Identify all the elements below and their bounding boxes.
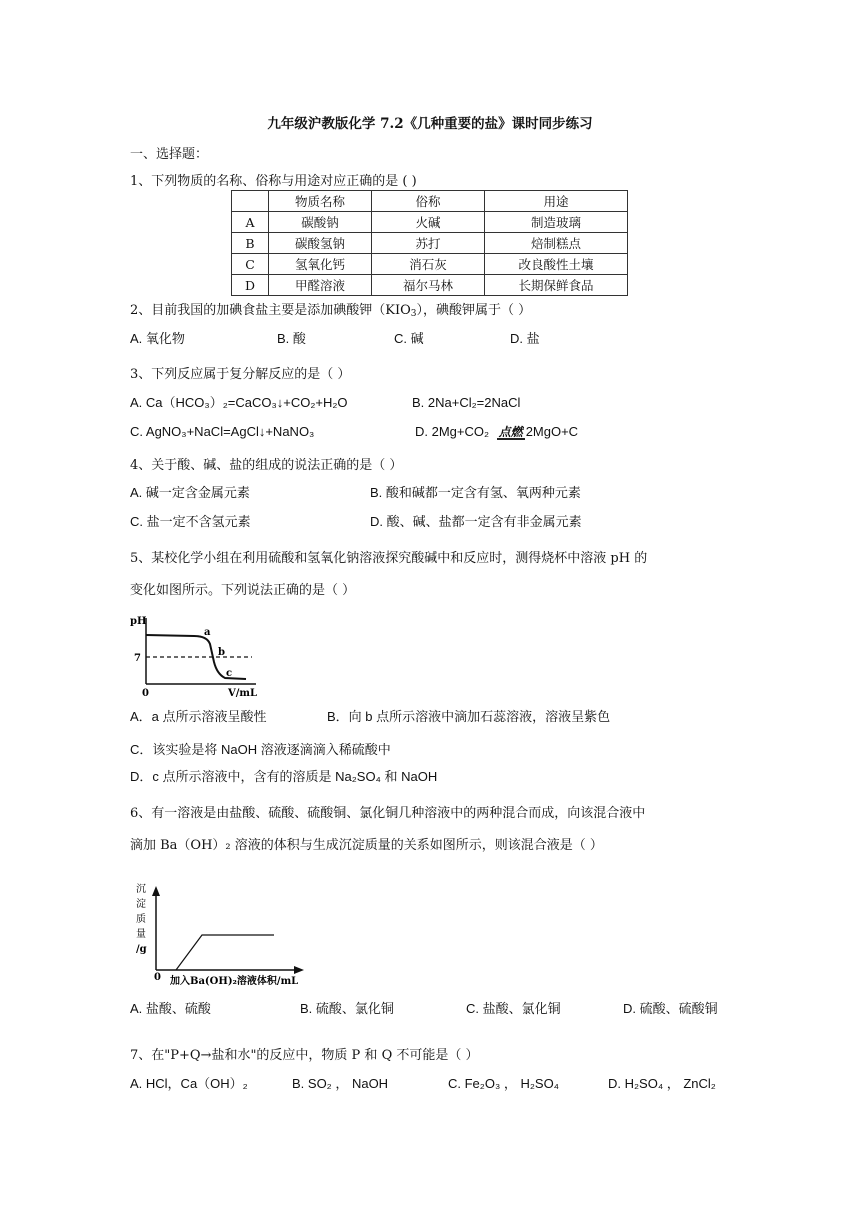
x-axis-label: V/mL (228, 688, 258, 698)
option-a: A. 盐酸、硫酸 (130, 1001, 211, 1016)
section-heading: 一、选择题： (130, 147, 209, 162)
table-cell: 碳酸氢钠 (269, 233, 372, 254)
table-cell: 氢氧化钙 (269, 254, 372, 275)
table-cell: 制造玻璃 (485, 212, 628, 233)
y-tick-7: 7 (134, 653, 141, 664)
equation-left: D. 2Mg+CO₂ (415, 424, 490, 439)
option-b: B. 2Na+Cl₂=2NaCl (412, 395, 521, 410)
y-axis-label-char: 质 (136, 914, 146, 925)
x-axis-label: 加入Ba(OH)₂溶液体积/mL (170, 976, 299, 987)
y-axis-label-char: 淀 (136, 899, 146, 910)
option-c: C. Fe₂O₃ ， H₂SO₄ (448, 1076, 559, 1091)
option-d (415, 425, 578, 440)
table-row (232, 254, 628, 275)
question-2-stem-part: 2、目前我国的加碘食盐主要是添加碘酸钾（KIO (130, 303, 411, 318)
reaction-condition: 点燃 (498, 425, 523, 439)
y-axis-label: pH (130, 616, 147, 627)
table-cell: B (232, 233, 269, 254)
point-a-label: a (204, 627, 211, 638)
option-d: D. 硫酸、硫酸铜 (623, 1001, 718, 1016)
option-c: C. AgNO₃+NaCl=AgCl↓+NaNO₃ (130, 424, 315, 439)
question-2-stem (130, 304, 531, 319)
question-5-stem-line2: 变化如图所示。下列说法正确的是（ ） (130, 583, 356, 598)
table-cell: 焙制糕点 (485, 233, 628, 254)
page-title: 九年级沪教版化学 7.2《几种重要的盐》课时同步练习 (267, 116, 593, 132)
option-d: D. 酸、碱、盐都一定含有非金属元素 (370, 514, 582, 529)
point-c-label: c (226, 668, 233, 679)
option-c: C. 盐酸、氯化铜 (466, 1001, 561, 1016)
option-c: C. 碱 (394, 331, 424, 346)
origin-label: 0 (142, 688, 149, 698)
y-axis-arrow (152, 886, 160, 896)
question-2-stem-part: ），碘酸钾属于（ ） (416, 303, 532, 318)
question-1-table (231, 190, 628, 296)
subscript: 3 (410, 309, 417, 319)
table-cell: 甲醛溶液 (269, 275, 372, 296)
table-cell (232, 191, 269, 212)
table-cell: 改良酸性土壤 (485, 254, 628, 275)
option-a: A. Ca（HCO₃）₂=CaCO₃↓+CO₂+H₂O (130, 395, 348, 410)
table-row (232, 233, 628, 254)
option-b: B. 酸 (277, 331, 306, 346)
table-cell: D (232, 275, 269, 296)
x-axis-arrow (294, 966, 304, 974)
table-cell: 碳酸钠 (269, 212, 372, 233)
ph-curve-figure (128, 612, 263, 698)
option-a: A. 氧化物 (130, 331, 185, 346)
table-cell: 苏打 (372, 233, 485, 254)
table-cell: 火碱 (372, 212, 485, 233)
table-header-row (232, 191, 628, 212)
question-6-stem-line2: 滴加 Ba（OH）₂ 溶液的体积与生成沉淀质量的关系如图所示，则该混合液是（ ） (130, 838, 603, 853)
option-c: C. 盐一定不含氢元素 (130, 514, 251, 529)
y-axis-label-char: 量 (136, 929, 146, 940)
table-cell: 长期保鲜食品 (485, 275, 628, 296)
table-cell: 俗称 (372, 191, 485, 212)
question-5-stem-line1: 5、某校化学小组在利用硫酸和氢氧化钠溶液探究酸碱中和反应时，测得烧杯中溶液 pH 的 (130, 551, 648, 566)
question-6-stem-line1: 6、有一溶液是由盐酸、硫酸、硫酸铜、氯化铜几种溶液中的两种混合而成，向该混合液中 (130, 806, 646, 821)
equation-right: 2MgO+C (525, 424, 579, 439)
option-b: B. SO₂ ， NaOH (292, 1076, 389, 1091)
option-a: A. HCl，Ca（OH）₂ (130, 1076, 248, 1091)
option-a: A. 碱一定含金属元素 (130, 485, 250, 500)
point-b-label: b (218, 647, 225, 658)
option-d: D．c 点所示溶液中，含有的溶质是 Na₂SO₄ 和 NaOH (130, 769, 438, 784)
precipitate-figure (128, 880, 318, 988)
option-b: B．向 b 点所示溶液中滴加石蕊溶液，溶液呈紫色 (327, 709, 611, 724)
option-d: D. 盐 (510, 331, 540, 346)
y-axis-label-char: 沉 (136, 884, 146, 895)
option-b: B. 硫酸、氯化铜 (300, 1001, 394, 1016)
question-1-stem: 1、下列物质的名称、俗称与用途对应正确的是 ( ) (130, 174, 417, 189)
question-7-stem: 7、在"P+Q→盐和水"的反应中，物质 P 和 Q 不可能是（ ） (130, 1048, 479, 1063)
table-cell: A (232, 212, 269, 233)
table-row (232, 212, 628, 233)
table-cell: 物质名称 (269, 191, 372, 212)
table-row (232, 275, 628, 296)
option-d: D. H₂SO₄ ， ZnCl₂ (608, 1076, 716, 1091)
table-cell: C (232, 254, 269, 275)
table-cell: 福尔马林 (372, 275, 485, 296)
option-c: C．该实验是将 NaOH 溶液逐滴滴入稀硫酸中 (130, 742, 391, 757)
origin-label: 0 (154, 972, 161, 983)
option-a: A．a 点所示溶液呈酸性 (130, 709, 267, 724)
question-3-stem: 3、下列反应属于复分解反应的是（ ） (130, 367, 351, 382)
precipitate-line (176, 935, 274, 970)
table-cell: 消石灰 (372, 254, 485, 275)
question-4-stem: 4、关于酸、碱、盐的组成的说法正确的是（ ） (130, 458, 403, 473)
option-b: B. 酸和碱都一定含有氢、氧两种元素 (370, 485, 581, 500)
y-axis-label-unit: /g (136, 944, 147, 955)
table-cell: 用途 (485, 191, 628, 212)
